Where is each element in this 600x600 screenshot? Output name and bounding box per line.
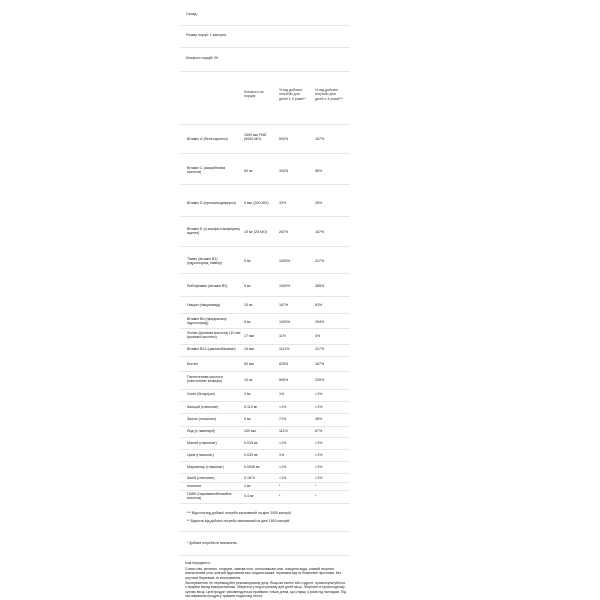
nutrient-pct-1-3: 71%	[279, 417, 287, 421]
nutrient-name: ПАБК (параамінобензойна кислота)	[187, 492, 232, 501]
composition-label: Склад:	[186, 12, 198, 16]
divider	[180, 344, 350, 345]
divider	[180, 273, 350, 274]
nutrient-pct-1-3: 111%	[279, 429, 288, 433]
nutrient-pct-4plus: 385%	[315, 284, 325, 288]
ingredients-title: Інші інгредієнти:	[185, 561, 211, 565]
divider	[180, 313, 350, 314]
nutrient-name: Рибофлавін (вітамін B2)	[187, 284, 228, 288]
nutrient-name: Холін (бітартрат)	[187, 392, 216, 396]
divider	[180, 25, 350, 26]
nutrient-name: Тіамін (вітамін B1) (гідрохлорид тіаміну)	[187, 257, 223, 266]
header-pct-4plus: % від добової потреби для дітей ≥ 4 років***	[315, 88, 343, 101]
nutrient-pct-4plus: 28%	[315, 417, 323, 421]
nutrient-amount: 15 мг (25 МО)	[244, 230, 267, 234]
nutrient-pct-1-3: 500%	[279, 378, 289, 382]
divider	[180, 413, 350, 414]
warning-text: Застереження: не перевищуйте рекомендовану дозу. Якщо ви вагітні або годуєте, проконсультуйтеся з лікарем перед використанням. Зберігати у недоступному для дітей місці. Зберігати в прохолодному сухому місці. Цей продукт рекомендується приймати тільки дітям, що старші 4 років під наглядом. Під час вживання продукту тримати подалі від тепла.	[185, 581, 347, 599]
nutrient-amount: 0.113 мг	[244, 405, 258, 409]
nutrient-amount: 17 мкг	[244, 334, 255, 338]
nutrient-amount: 1500 мкг RAE (5000 МО)	[244, 133, 267, 142]
nutrient-amount: 10 мг	[244, 378, 253, 382]
divider	[180, 449, 350, 450]
nutrient-name: Пантотенова кислота (пантотенат кальцію)	[187, 375, 223, 384]
nutrient-pct-4plus: <1%	[315, 453, 323, 457]
nutrient-pct-1-3: <1%	[279, 441, 287, 445]
divider	[180, 371, 350, 372]
nutrient-amount: 5 мг	[244, 417, 251, 421]
nutrient-pct-1-3: 1000%	[279, 320, 291, 324]
divider	[180, 296, 350, 297]
nutrient-name: Марганець (глюконат)	[187, 465, 224, 469]
divider	[180, 531, 350, 532]
divider	[180, 490, 350, 491]
nutrient-pct-4plus: <1%	[315, 476, 323, 480]
nutrient-pct-1-3: 1000%	[279, 259, 291, 263]
nutrient-pct-1-3: 1%	[279, 392, 285, 396]
nutrient-pct-1-3: <1%	[279, 465, 287, 469]
nutrient-pct-4plus: <1%	[315, 465, 323, 469]
divider	[180, 437, 350, 438]
nutrient-pct-4plus: 67%	[315, 429, 323, 433]
nutrient-name: Вітамін А (бета-каротин)	[187, 137, 228, 141]
nutrient-name: Цинк (глюконат)	[187, 453, 214, 457]
nutrient-amount: 0.1674	[244, 476, 255, 480]
nutrient-name: Магній (глюконат)	[187, 441, 217, 445]
nutrient-amount: 100 мкг	[244, 429, 257, 433]
divider	[180, 555, 350, 556]
divider	[180, 124, 350, 125]
nutrient-amount: 50 мг	[244, 169, 253, 173]
supplement-facts-page	[180, 0, 350, 600]
divider	[180, 71, 350, 72]
nutrient-amount: 50 мкг	[244, 362, 255, 366]
divider	[180, 47, 350, 48]
nutrient-amount: 0.0006 мг	[244, 465, 260, 469]
divider	[180, 401, 350, 402]
nutrient-name: Біотин	[187, 362, 198, 366]
nutrient-pct-1-3: 500%	[279, 137, 289, 141]
nutrient-amount: 5 мг	[244, 284, 251, 288]
divider	[180, 461, 350, 462]
footnote-no-daily-value: * Добова потреба не визначена.	[187, 541, 238, 545]
divider	[180, 216, 350, 217]
nutrient-amount: 5 мкг (200 МО)	[244, 201, 269, 205]
nutrient-pct-1-3: 11%	[279, 334, 286, 338]
nutrient-name: Вітамін С (аскорбінова кислота)	[187, 166, 225, 175]
divider	[180, 246, 350, 247]
header-amount: Кількість на порцію	[244, 90, 264, 99]
nutrient-pct-1-3: 333%	[279, 169, 289, 173]
nutrient-pct-1-3: 267%	[279, 230, 289, 234]
footnote-2000-kcal: *** Відсоток від добової потреби заснований на дієті 2000 калорій.	[187, 511, 292, 515]
nutrient-amount: 15 мкг	[244, 347, 255, 351]
nutrient-name: Ніацин (ніацинамід)	[187, 303, 221, 307]
divider	[180, 482, 350, 483]
nutrient-pct-4plus: 63%	[315, 303, 323, 307]
nutrient-pct-4plus: 4%	[315, 334, 321, 338]
nutrient-pct-1-3: *	[279, 484, 281, 488]
divider	[180, 473, 350, 474]
nutrient-pct-4plus: <1%	[315, 392, 323, 396]
nutrient-pct-1-3: <1%	[279, 476, 287, 480]
header-pct-1-3: % від добової потреби для дітей 1-3 років**	[279, 88, 306, 101]
nutrient-pct-4plus: 167%	[315, 362, 325, 366]
divider	[180, 426, 350, 427]
nutrient-amount: 1 мг	[244, 484, 251, 488]
divider	[180, 503, 350, 504]
nutrient-pct-1-3: 1%	[279, 453, 285, 457]
nutrient-amount: 0.033 мг	[244, 453, 258, 457]
divider	[180, 328, 350, 329]
divider	[180, 389, 350, 390]
nutrient-name: Вітамін B6 (піридоксину гідрохлорид)	[187, 317, 227, 326]
nutrient-pct-4plus: *	[315, 484, 317, 488]
serving-size: Розмір порції: 1 капсула	[186, 33, 227, 37]
nutrient-pct-1-3: *	[279, 494, 281, 498]
nutrient-name: Вітамін Е (d-альфа-токоферилу ацетат)	[187, 227, 241, 236]
nutrient-name: Калій (глюконат)	[187, 476, 215, 480]
nutrient-pct-4plus: 167%	[315, 230, 325, 234]
nutrient-name: Залізо (глюконат)	[187, 417, 217, 421]
ingredients-text: Соєва олія, желатин, гліцерин, зимова олія, соняшникова олія, очищена вода, соєвий лецитин, апельсинова олія, жовтий бджолиний віск, водяна кашка, отримана від та біокиснені зірочники, без штучних барвників та консервантів.	[185, 567, 342, 580]
nutrient-name: Йод (з ламінарії)	[187, 429, 215, 433]
nutrient-name: Вітамін B12 (ціанокобаламін)	[187, 347, 236, 351]
nutrient-name: Інозитол	[187, 484, 202, 488]
nutrient-pct-1-3: 33%	[279, 201, 287, 205]
nutrient-amount: 0.4 мг	[244, 494, 254, 498]
nutrient-pct-4plus: 25%	[315, 201, 323, 205]
nutrient-name: Вітамін D (ергокальциферол)	[187, 201, 236, 205]
nutrient-amount: 5 мг	[244, 320, 251, 324]
divider	[180, 184, 350, 185]
divider	[180, 356, 350, 357]
nutrient-name: Кальцій (глюконат)	[187, 405, 219, 409]
nutrient-pct-4plus: 56%	[315, 169, 323, 173]
nutrient-pct-1-3: 1111%	[279, 347, 290, 351]
nutrient-pct-1-3: 167%	[279, 303, 289, 307]
nutrient-pct-1-3: <1%	[279, 405, 287, 409]
nutrient-pct-4plus: 294%	[315, 320, 325, 324]
footnote-1500-kcal: ** Відсоток від добової потреби заснований на дієті 1500 калорій.	[187, 519, 291, 523]
nutrient-pct-4plus: 417%	[315, 347, 325, 351]
nutrient-pct-4plus: <1%	[315, 441, 323, 445]
nutrient-pct-4plus: 200%	[315, 378, 325, 382]
nutrient-pct-4plus: 167%	[315, 137, 325, 141]
divider	[180, 153, 350, 154]
nutrient-pct-1-3: 625%	[279, 362, 289, 366]
nutrient-pct-1-3: 1000%	[279, 284, 291, 288]
servings-count: Кількість порцій: 90	[186, 56, 219, 60]
nutrient-amount: 5 мг	[244, 259, 251, 263]
nutrient-amount: 2 мг	[244, 392, 251, 396]
nutrient-amount: 0.015 мг	[244, 441, 258, 445]
nutrient-amount: 10 мг	[244, 303, 253, 307]
nutrient-pct-4plus: *	[315, 494, 317, 498]
nutrient-pct-4plus: 417%	[315, 259, 325, 263]
nutrient-pct-4plus: <1%	[315, 405, 323, 409]
nutrient-name: Фолат (фолієва кислота) (10 мкг фолієвої кислоти)	[187, 331, 241, 340]
